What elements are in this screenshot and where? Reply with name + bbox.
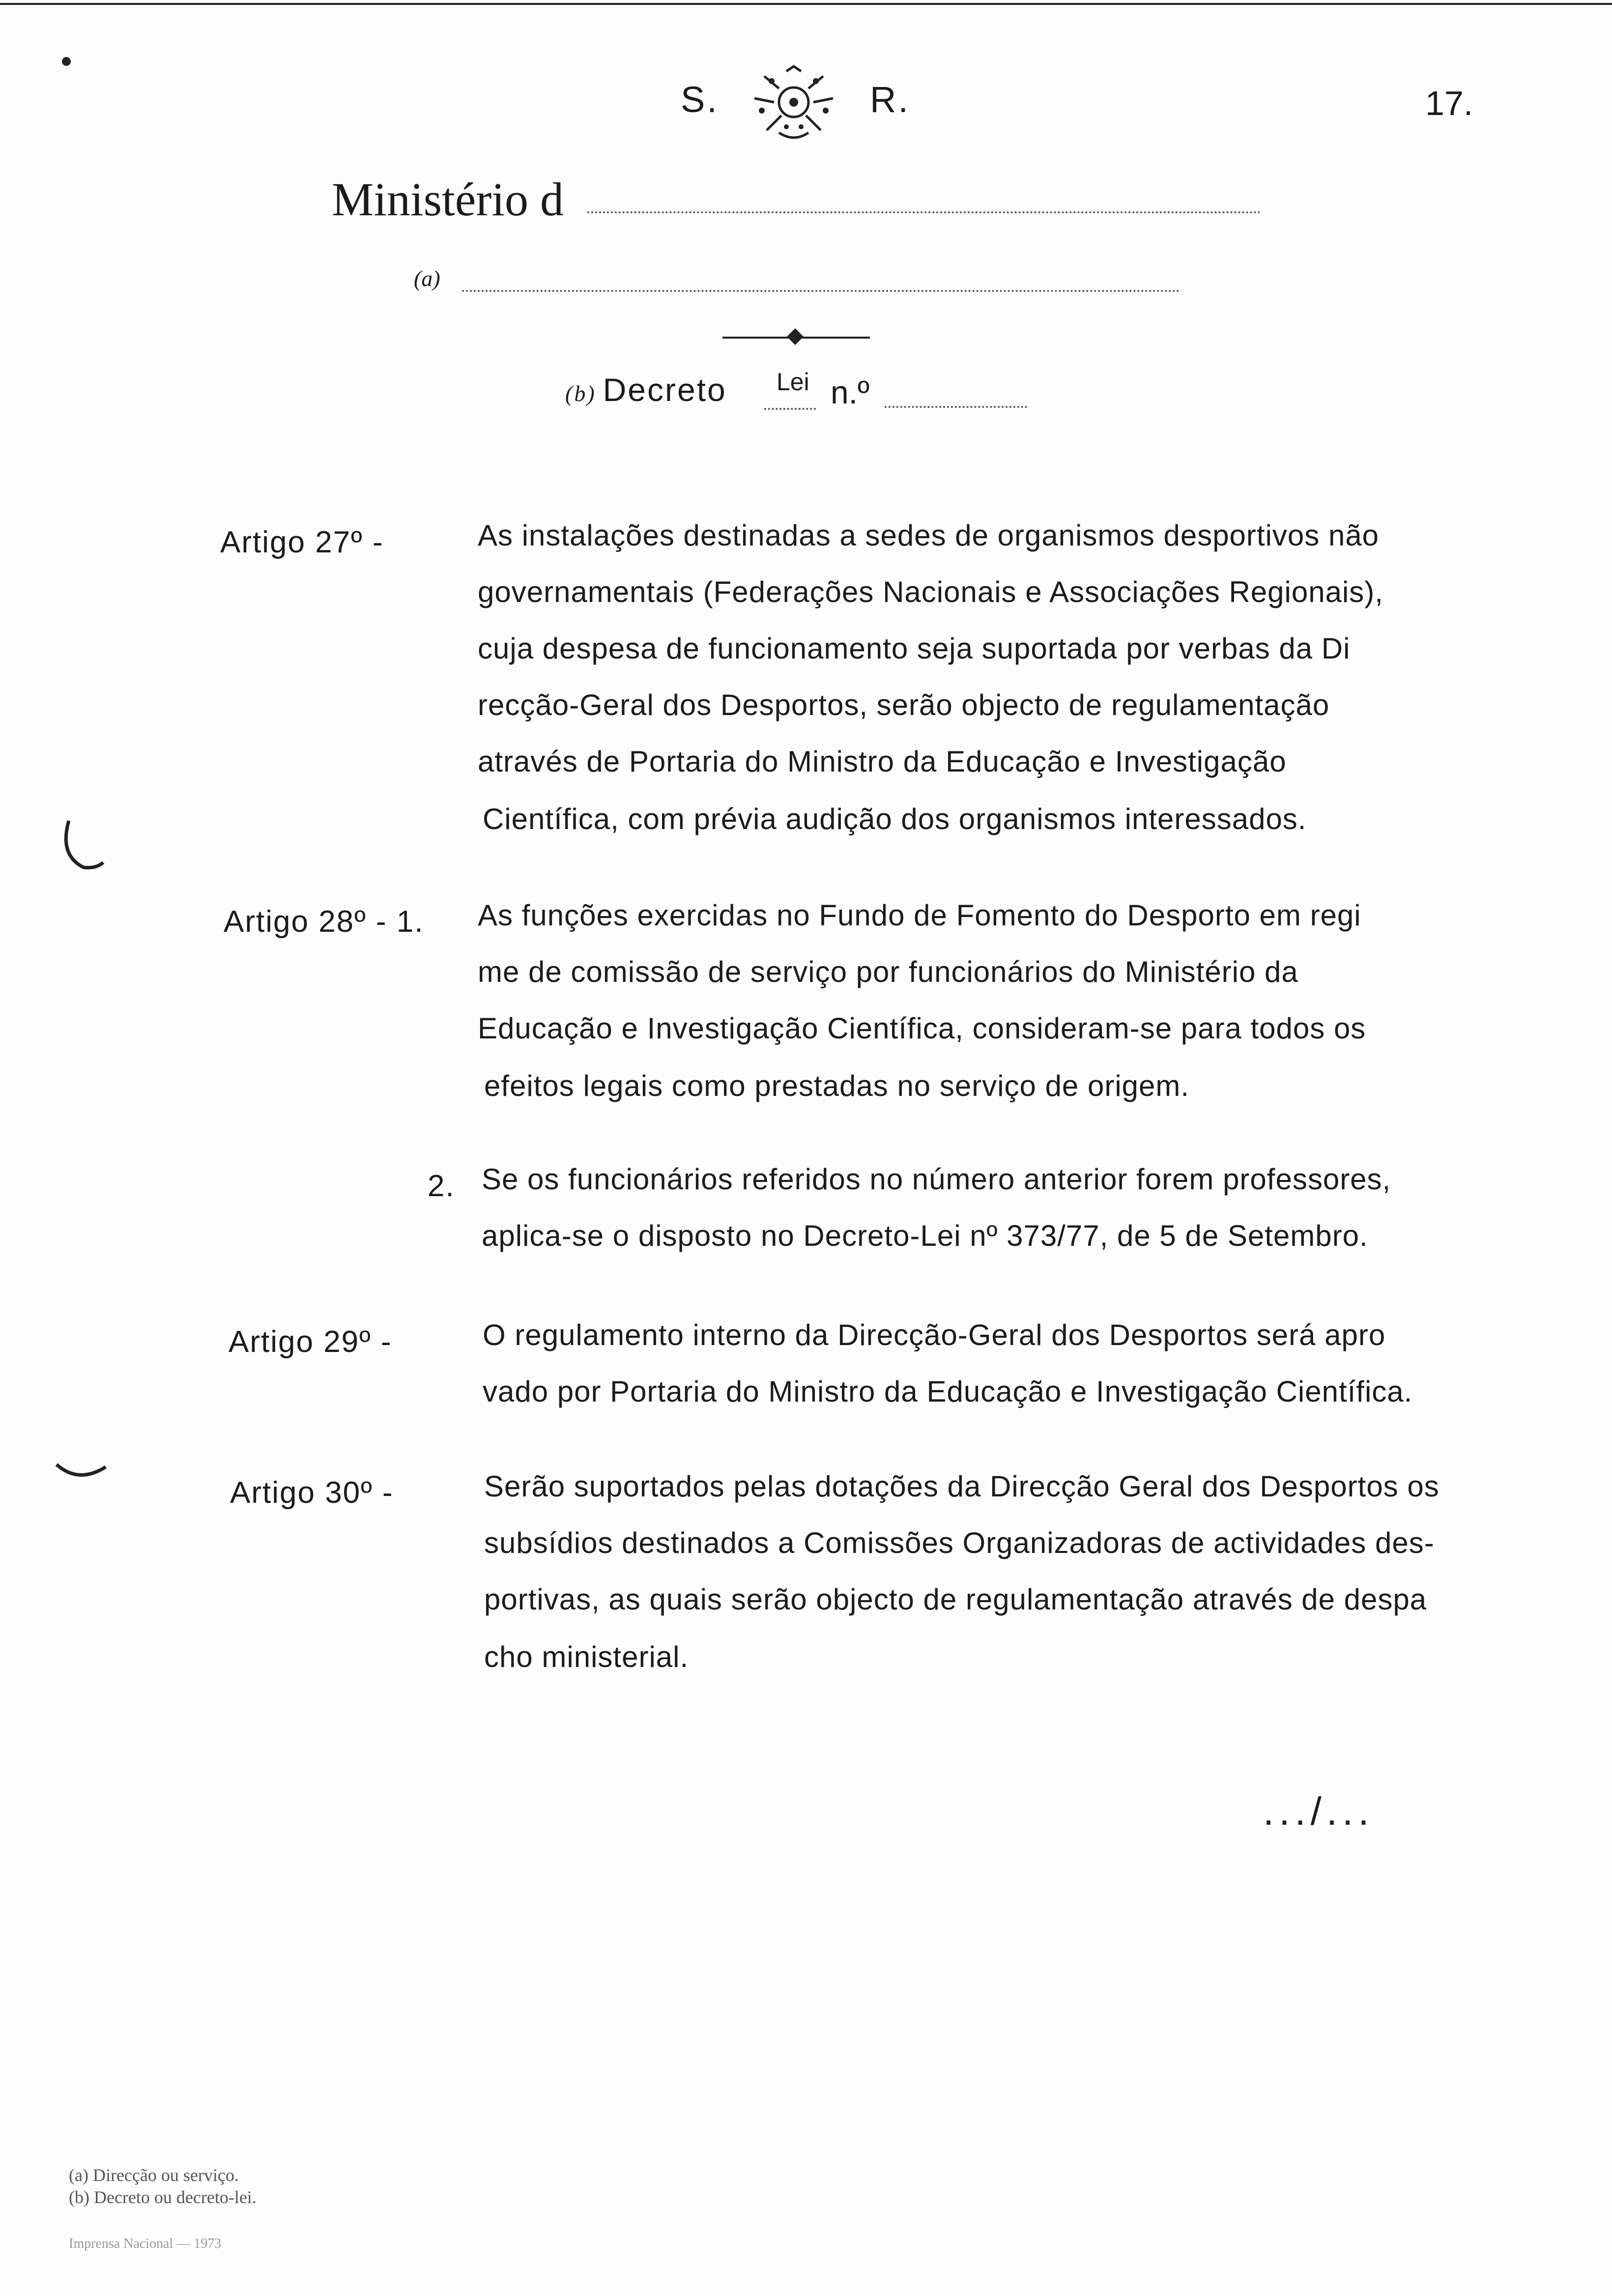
top-rule [0, 3, 1612, 5]
ministerio-dotted-line [587, 211, 1261, 213]
article-28-sub-line: Se os funcionários referidos no número anterior forem professores, [482, 1163, 1391, 1196]
footnote-b: (b) Decreto ou decreto-lei. [69, 2187, 257, 2207]
article-27-line: cuja despesa de funcionamento seja suportada por verbas da Di [478, 632, 1351, 665]
header-s: S. [681, 79, 719, 120]
ministerio-heading: Ministério d [332, 173, 564, 226]
header-r: R. [870, 79, 910, 120]
article-30-line: subsídios destinados a Comissões Organizadoras de actividades des- [484, 1526, 1435, 1559]
article-28-line: me de comissão de serviço por funcionários do Ministério da [478, 955, 1298, 988]
numero-dotted-line [885, 406, 1027, 408]
continuation-mark: .../... [1263, 1789, 1374, 1833]
article-29-label: Artigo 29º - [229, 1325, 392, 1359]
article-27-line: As instalações destinadas a sedes de organismos desportivos não [478, 519, 1380, 552]
decreto-line [565, 371, 727, 408]
article-27-line: Científica, com prévia audição dos organismos interessados. [483, 803, 1307, 835]
article-27-line: governamentais (Federações Nacionais e Associações Regionais), [478, 575, 1383, 608]
numero-label: n.º [831, 374, 870, 410]
footnote-a: (a) Direcção ou serviço. [69, 2165, 239, 2185]
decreto-label: Decreto [603, 372, 727, 408]
article-30-label: Artigo 30º - [230, 1476, 394, 1510]
article-28-label: Artigo 28º - 1. [224, 905, 424, 939]
margin-bracket-mark-2 [52, 1455, 111, 1489]
article-27-line: através de Portaria do Ministro da Educação e Investigação [478, 745, 1287, 778]
article-30-line: Serão suportados pelas dotações da Direcção Geral dos Desportos os [484, 1470, 1439, 1503]
article-30-line: portivas, as quais serão objecto de regulamentação através de despa [484, 1583, 1427, 1616]
b-marker: (b) [565, 381, 596, 406]
article-27-label: Artigo 27º - [220, 525, 384, 559]
article-28-sub-line: aplica-se o disposto no Decreto-Lei nº 373/77, de 5 de Setembro. [482, 1219, 1368, 1252]
page-number: 17. [1425, 84, 1473, 122]
lei-dotted-line [764, 408, 816, 410]
article-30-line: cho ministerial. [484, 1640, 689, 1673]
article-28-line: Educação e Investigação Científica, consideram-se para todos os [478, 1012, 1366, 1045]
article-28-line: As funções exercidas no Fundo de Fomento do Desporto em regi [478, 899, 1361, 932]
diamond-ornament-icon [787, 328, 804, 345]
a-dotted-line [462, 290, 1180, 292]
margin-bracket-mark [54, 811, 108, 880]
lei-label: Lei [777, 368, 809, 396]
printer-fine-print: Imprensa Nacional — 1973 [69, 2236, 222, 2251]
article-27-line: recção-Geral dos Desportos, serão objecto de regulamentação [478, 689, 1330, 721]
coat-of-arms-icon [745, 64, 843, 143]
a-marker: (a) [414, 266, 440, 291]
article-29-line: vado por Portaria do Ministro da Educação e Investigação Científica. [483, 1375, 1413, 1408]
speck-mark [59, 54, 74, 69]
article-29-line: O regulamento interno da Direcção-Geral dos Desportos será apro [483, 1319, 1386, 1351]
article-28-line: efeitos legais como prestadas no serviço de origem. [484, 1069, 1190, 1102]
article-28-sub-number: 2. [428, 1169, 455, 1203]
